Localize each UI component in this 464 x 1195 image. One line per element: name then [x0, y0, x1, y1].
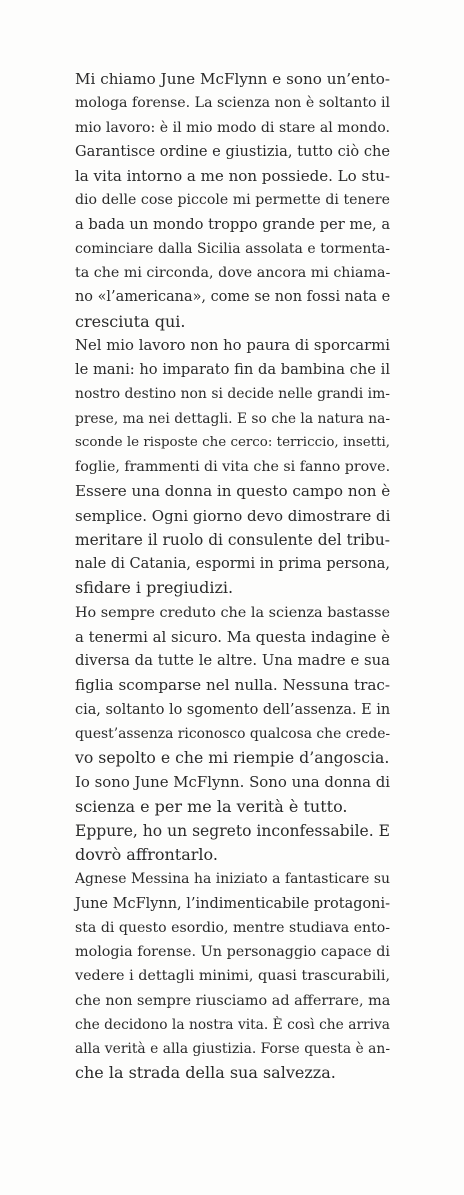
text-line: che la strada della sua salvezza. — [75, 1063, 336, 1083]
text-line: Garantisce ordine e giustizia, tutto ciò che — [75, 142, 390, 160]
text-line: no «l’americana», come se non fossi nata e — [75, 289, 391, 306]
text-line: scienza e per me la verità è tutto. — [75, 796, 348, 816]
paragraph — [75, 67, 390, 334]
paragraph — [75, 819, 390, 868]
paragraph — [75, 770, 390, 819]
text-line: meritare il ruolo di consulente del tribu- — [75, 530, 390, 549]
text-line: diversa da tutte le altre. Una madre e sua — [75, 652, 390, 669]
paragraph — [75, 479, 390, 600]
text-line: Mi chiamo June McFlynn e sono un’ento- — [75, 70, 390, 88]
text-line: dio delle cose piccole mi permette di tenere — [75, 192, 390, 209]
text-line: foglie, frammenti di vita che si fanno prove. — [75, 459, 391, 475]
text-line: le mani: ho imparato fin da bambina che il — [75, 361, 390, 378]
text-line: nale di Catania, espormi in prima persona, — [75, 556, 390, 572]
text-line: Agnese Messina ha iniziato a fantasticare su — [75, 871, 390, 888]
text-line: che non sempre riusciamo ad afferrare, ma — [75, 992, 391, 1009]
text-line: dovrò affrontarlo. — [75, 845, 218, 864]
text-line: figlia scomparse nel nulla. Nessuna trac- — [75, 676, 390, 695]
paragraph — [75, 334, 390, 480]
paragraph — [75, 601, 390, 771]
text-line: Ho sempre creduto che la scienza bastasse — [75, 604, 391, 621]
text-line: che decidono la nostra vita. È così che arriva — [75, 1016, 390, 1033]
text-line: sta di questo esordio, mentre studiava ento- — [75, 919, 390, 936]
blurb-text — [75, 67, 390, 1086]
text-line: mologia forense. Un personaggio capace di — [75, 944, 390, 960]
text-line: Nel mio lavoro non ho paura di sporcarmi — [75, 336, 390, 354]
text-line: June McFlynn, l’indimenticabile protagoni- — [75, 895, 390, 912]
text-line: vo sepolto e che mi riempie d’angoscia. — [75, 748, 390, 767]
text-line: a bada un mondo troppo grande per me, a — [75, 215, 391, 233]
text-line: semplice. Ogni giorno devo dimostrare di — [75, 506, 391, 525]
text-line: Essere una donna in questo campo non è — [75, 482, 391, 501]
text-line: cresciuta qui. — [75, 311, 186, 331]
text-line: alla verità e alla giustizia. Forse questa è an- — [75, 1041, 390, 1057]
text-line: cia, soltanto lo sgomento dell’assenza. E in — [75, 701, 391, 718]
text-line: Eppure, ho un segreto inconfessabile. E — [75, 821, 390, 840]
text-line: vedere i dettagli minimi, quasi trascurabili, — [75, 968, 390, 985]
text-line: sfidare i pregiudizi. — [75, 578, 234, 598]
paragraph — [75, 867, 390, 1085]
text-line: a tenermi al sicuro. Ma questa indagine è — [75, 627, 390, 646]
text-line: quest’assenza riconosco qualcosa che crede- — [75, 725, 391, 742]
text-line: ta che mi circonda, dove ancora mi chiama- — [75, 265, 391, 281]
text-line: cominciare dalla Sicilia assolata e tormenta- — [75, 240, 390, 257]
text-line: la vita intorno a me non possiede. Lo stu- — [75, 167, 390, 185]
text-line: Io sono June McFlynn. Sono una donna di — [75, 773, 391, 792]
text-line: mologa forense. La scienza non è soltanto il — [75, 95, 391, 112]
text-line: nostro destino non si decide nelle grandi im- — [75, 386, 390, 403]
text-line: sconde le risposte che cerco: terriccio, insetti, — [75, 434, 390, 450]
text-line: mio lavoro: è il mio modo di stare al mondo. — [75, 119, 390, 136]
text-line: prese, ma nei dettagli. E so che la natura na- — [75, 410, 390, 427]
